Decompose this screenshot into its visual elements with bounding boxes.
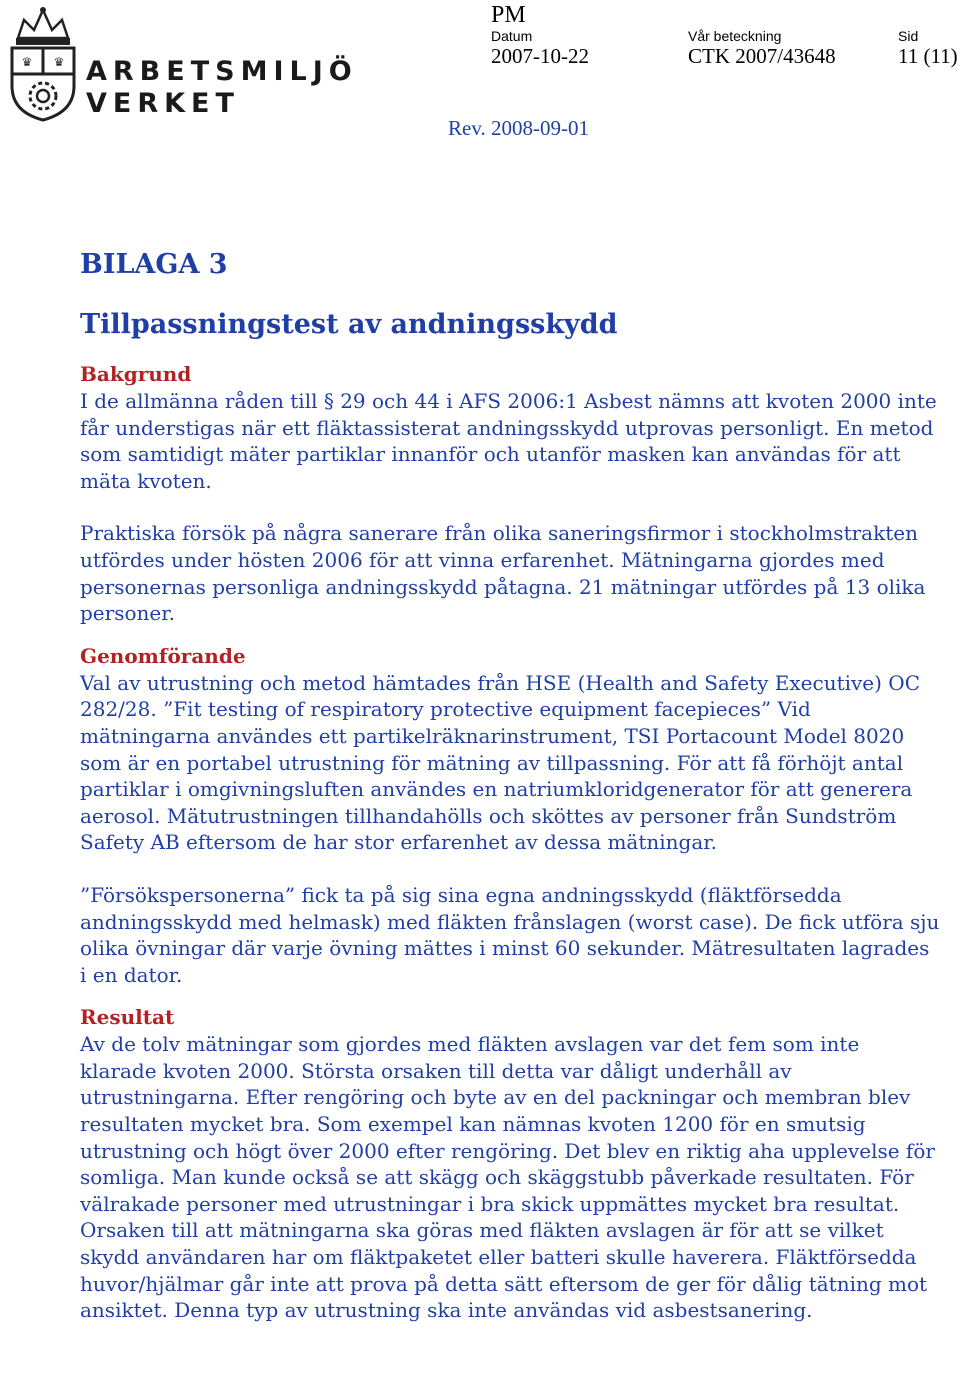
section-heading-background: Bakgrund (80, 362, 192, 386)
date-label: Datum (491, 28, 533, 44)
reference-label: Vår beteckning (688, 28, 782, 44)
section-heading-method: Genomförande (80, 643, 246, 668)
page-value: 11 (11) (898, 44, 958, 68)
logo-wordmark-line1: ARBETSMILJÖ (86, 56, 358, 87)
svg-text:♛: ♛ (53, 55, 65, 69)
result-paragraph-1: Av de tolv mätningar som gjordes med fläkten avslagen var det fem som inte klarade kvoten 2000. Största orsaken till detta var dåligt underhåll av utrustningarna. Efter rengöring och byte av en del packningar och membran blev resultaten mycket bra. Som exempel kan nämnas kvoten 1200 för en smutsig utrustning och högt över 2000 efter rengöring. Det blev en riktig aha upplevelse för somliga. Man kunde också se att skägg och skäggstubb påverkade resultaten. För välrakade personer med utrustningar i bra skick uppmättes mycket bra resultat. (80, 1032, 935, 1216)
revision-date: Rev. 2008-09-01 (448, 116, 589, 140)
date-value: 2007-10-22 (491, 44, 589, 68)
arbetsmiljoverket-logo (4, 4, 358, 122)
document-body (80, 245, 940, 1324)
appendix-heading: BILAGA 3 (80, 249, 228, 280)
section-heading-result: Resultat (80, 1005, 175, 1030)
reference-value: CTK 2007/43648 (688, 44, 836, 68)
page-label: Sid (898, 28, 919, 44)
coat-of-arms-icon (4, 4, 82, 122)
logo-wordmark-line2: VERKET (86, 88, 240, 119)
document-type: PM (491, 2, 526, 28)
background-paragraph-1: I de allmänna råden till § 29 och 44 i AFS 2006:1 Asbest nämns att kvoten 2000 inte får understigas när ett fläktassisterat andningsskydd utprovas personligt. En metod som samtidigt mäter partiklar innanför och utanför masken kan användas för att mäta kvoten. (80, 389, 937, 493)
result-paragraph-2: Orsaken till att mätningarna ska göras med fläkten avslagen är för att se vilket skydd användaren har om fläktpaketet eller batteri skulle haverera. Fläktförsedda huvor/hjälmar går inte att prova på detta sätt eftersom de ger för dålig tätning mot ansiktet. Denna typ av utrustning ska inte användas vid asbestsanering. (80, 1218, 928, 1323)
svg-text:♛: ♛ (21, 55, 33, 69)
background-paragraph-2: Praktiska försök på några sanerare från olika saneringsfirmor i stockholmstrakten utfördes under hösten 2006 för att vinna erfarenhet. Mätningarna gjordes med personernas personliga andningsskydd påtagna. 21 mätningar utfördes på 13 olika personer. (80, 521, 926, 626)
method-paragraph-2: ”Försökspersonerna” fick ta på sig sina egna andningsskydd (fläktförsedda andningsskydd med helmask) med fläkten frånslagen (worst case). De fick utföra sju olika övningar där varje övning mättes i minst 60 sekunder. Mätresultaten lagrades i en dator. (80, 882, 940, 987)
document-title: Tillpassningstest av andningsskydd (80, 309, 618, 340)
method-paragraph-1: Val av utrustning och metod hämtades från HSE (Health and Safety Executive) OC 282/28. ”Fit testing of respiratory protective equipment facepieces” Vid mätningarna användes ett partikelräknarinstrument, TSI Portacount Model 8020 som är en portabel utrustning för mätning av tillpassning. För att få förhöjt antal partiklar i omgivningsluften användes en natriumkloridgenerator för att generera aerosol. Mätutrustningen tillhandahölls och sköttes av personer från Sundström Safety AB eftersom de har stor erfarenhet av dessa mätningar. (80, 670, 920, 855)
